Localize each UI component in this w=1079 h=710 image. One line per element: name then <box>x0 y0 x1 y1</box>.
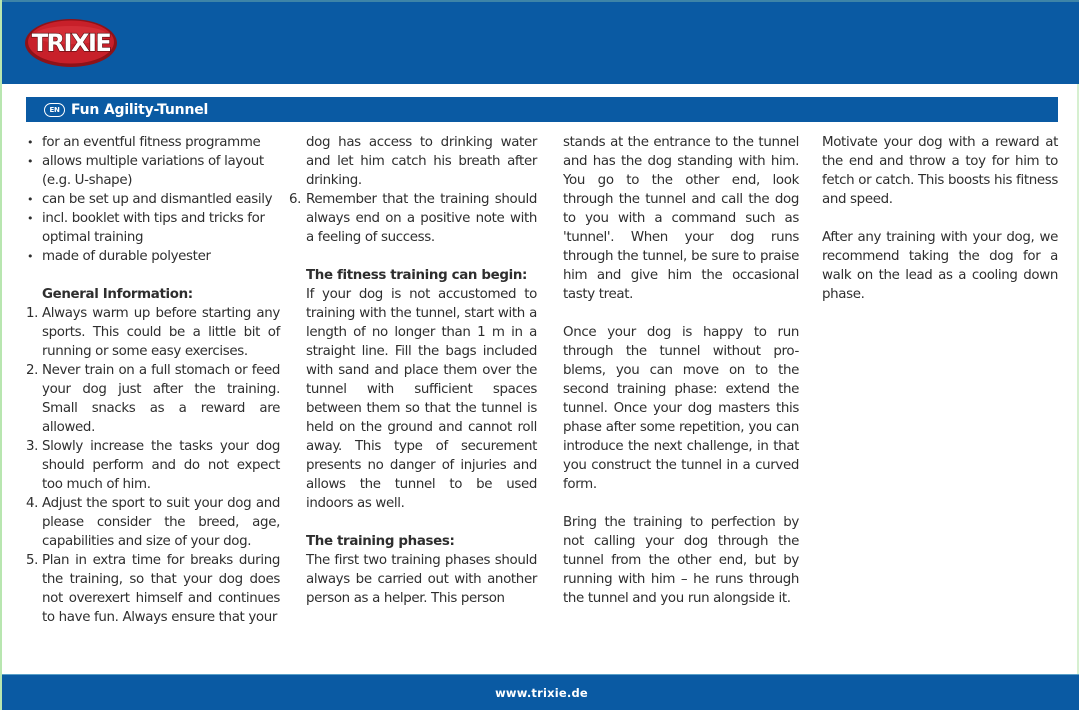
column-4 <box>822 133 1058 304</box>
trixie-logo <box>24 18 118 68</box>
phase-three-text: Bring the training to perfection by not calling your dog through the tunnel from the other end, but by running with him – he runs through the tunnel and you run alongside it. <box>563 515 799 606</box>
phase-two-text: Once your dog is happy to run through the tunnel without pro-blems, you can move on to the second training phase: extend the tunnel. Once your dog masters this phase after some repetition, you can introduce the next challenge, in that you construct the tunnel in a curved form. <box>563 325 799 492</box>
training-phases-text: The first two training phases should always be carried out with another person as a helper. This person <box>306 553 537 606</box>
fitness-training-heading: The fitness training can begin: <box>306 268 528 283</box>
fitness-training-text: If your dog is not accustomed to training with the tunnel, start with a length of no longer than 1 m in a straight line. Fill the bags included with sand and place them over the tunnel with sufficient spaces between them so that the tunnel is held on the ground and cannot roll away. This type of securement presents no danger of injuries and allows the tunnel to be used indoors as well. <box>306 287 537 511</box>
general-info-item-continued: dog has access to drinking water and let him catch his breath after drinking. <box>306 135 537 188</box>
general-info-item: 5. Plan in extra time for breaks during the training, so that your dog does not overexert himself and continues to have fun. Always ensure that your <box>26 553 280 625</box>
general-info-item: 3. Slowly increase the tasks your dog should perform and do not expect too much of him. <box>26 439 280 492</box>
general-info-heading: General Information: <box>42 287 193 302</box>
column-2 <box>276 133 537 608</box>
product-title-bar <box>26 97 1058 122</box>
general-info-item: 2. Never train on a full stomach or feed your dog just after the training. Small snacks as a reward are allowed. <box>26 363 280 435</box>
general-info-item: 6. Remember that the training should always end on a positive note with a feeling of success. <box>289 192 537 245</box>
column-3 <box>563 133 799 608</box>
product-title: Fun Agility-Tunnel <box>71 101 209 118</box>
general-info-item: 4. Adjust the sport to suit your dog and please consider the breed, age, capabilities and size of your dog. <box>26 496 280 549</box>
header-band <box>2 0 1079 84</box>
column-1 <box>26 133 280 627</box>
feature-item: • for an eventful fitness programme <box>26 133 280 152</box>
content-columns <box>26 133 1060 625</box>
general-info-item: 1. Always warm up before starting any sports. This could be a little bit of running or some easy exercises. <box>26 306 280 359</box>
phase-one-text: stands at the entrance to the tunnel and has the dog standing with him. You go to the other end, look through the tunnel and call the dog to you with a command such as 'tunnel'. When your dog runs through the tunnel, be sure to praise him and give him the occasional tasty treat. <box>563 135 799 302</box>
svg-text:TRIXIE: TRIXIE <box>31 29 111 57</box>
feature-item: • made of durable polyester <box>26 247 280 266</box>
general-info-list-continued <box>276 190 537 247</box>
feature-list <box>26 133 280 266</box>
feature-item: • can be set up and dismantled easily <box>26 190 280 209</box>
logo-oval-icon <box>24 18 118 68</box>
footer-band <box>2 674 1079 710</box>
feature-item: • incl. booklet with tips and tricks for optimal training <box>26 209 280 247</box>
general-info-list <box>26 304 280 627</box>
cool-down-text: After any training with your dog, we recommend taking the dog for a walk on the lead as a cooling down phase. <box>822 230 1058 302</box>
feature-item: • allows multiple variations of layout (e.g. U-shape) <box>26 152 280 190</box>
motivation-text: Motivate your dog with a reward at the end and throw a toy for him to fetch or catch. This boosts his fitness and speed. <box>822 135 1058 207</box>
training-phases-heading: The training phases: <box>306 534 455 549</box>
language-en-icon: EN <box>44 103 65 117</box>
website-link[interactable]: www.trixie.de <box>495 685 588 700</box>
